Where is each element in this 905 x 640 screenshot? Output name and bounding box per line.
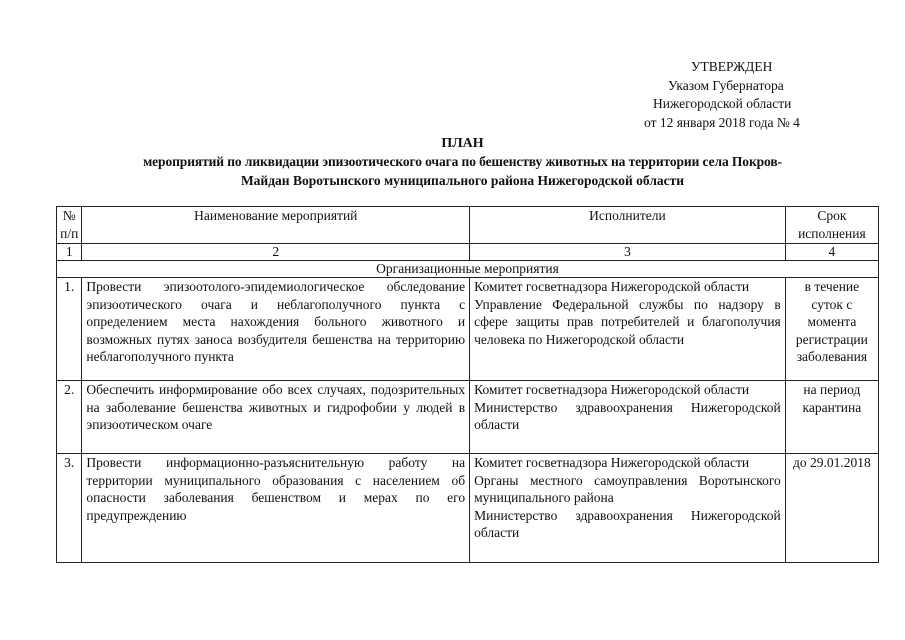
- plan-table: [56, 206, 879, 563]
- column-index-row: [57, 244, 879, 261]
- executor: Органы местного самоуправления Воротынского муниципального района: [474, 472, 781, 505]
- row-number: 3.: [57, 454, 82, 563]
- header-num: № п/п: [57, 207, 82, 244]
- document-subtitle-line-1: мероприятий по ликвидации эпизоотического очага по бешенству животных на территории села Покров-: [143, 154, 782, 169]
- table-row: [57, 454, 879, 563]
- document-title: ПЛАН: [441, 136, 484, 151]
- row-term: до 29.01.2018: [785, 454, 878, 563]
- approval-line-3: Нижегородской области: [653, 96, 792, 111]
- row-measure: Провести эпизоотолого-эпидемиологическое обследование эпизоотического очага и неблагополучного пункта с определением места нахождения больного животного и возможных путях заноса возбудителя бешенства на территорию неблагополучного пункта: [82, 278, 470, 381]
- executor: Комитет госветнадзора Нижегородской области: [474, 382, 750, 397]
- row-executors: [470, 381, 786, 454]
- column-index-1: 1: [57, 244, 82, 261]
- executor: Управление Федеральной службы по надзору в сфере защиты прав потребителей и благополучия человека по Нижегородской области: [474, 296, 781, 347]
- header-executors: Исполнители: [470, 207, 786, 244]
- approval-line-2: Указом Губернатора: [668, 77, 784, 93]
- column-index-3: 3: [470, 244, 786, 261]
- section-row: [57, 261, 879, 278]
- approval-stamp: [600, 58, 875, 132]
- row-executors: [470, 454, 786, 563]
- row-term: в течение суток с момента регистрации заболевания: [785, 278, 878, 381]
- executor: Министерство здравоохранения Нижегородской области: [474, 399, 781, 432]
- row-number: 1.: [57, 278, 82, 381]
- row-number: 2.: [57, 381, 82, 454]
- executor: Министерство здравоохранения Нижегородской области: [474, 507, 781, 540]
- header-name: Наименование мероприятий: [82, 207, 470, 244]
- executor: Комитет госветнадзора Нижегородской области: [474, 279, 750, 294]
- approval-line-1: УТВЕРЖДЕН: [691, 59, 773, 74]
- approval-line-4: от 12 января 2018 года № 4: [644, 114, 800, 130]
- table-header-row: [57, 207, 879, 244]
- row-measure: Обеспечить информирование обо всех случаях, подозрительных на заболевание бешенства животных и гидрофобии у людей в эпизоотическом очаге: [82, 381, 470, 454]
- section-title: Организационные мероприятия: [57, 261, 879, 278]
- header-term: Срок исполнения: [785, 207, 878, 244]
- executor: Комитет госветнадзора Нижегородской области: [474, 455, 750, 470]
- column-index-4: 4: [785, 244, 878, 261]
- row-term: на период карантина: [785, 381, 878, 454]
- table-row: [57, 381, 879, 454]
- table-row: [57, 278, 879, 381]
- row-measure: Провести информационно-разъяснительную работу на территории муниципального образования с населением об опасности заболевания бешенством и мерах по его предупреждению: [82, 454, 470, 563]
- row-executors: [470, 278, 786, 381]
- column-index-2: 2: [82, 244, 470, 261]
- document-subtitle-line-2: Майдан Воротынского муниципального района Нижегородской области: [240, 173, 685, 188]
